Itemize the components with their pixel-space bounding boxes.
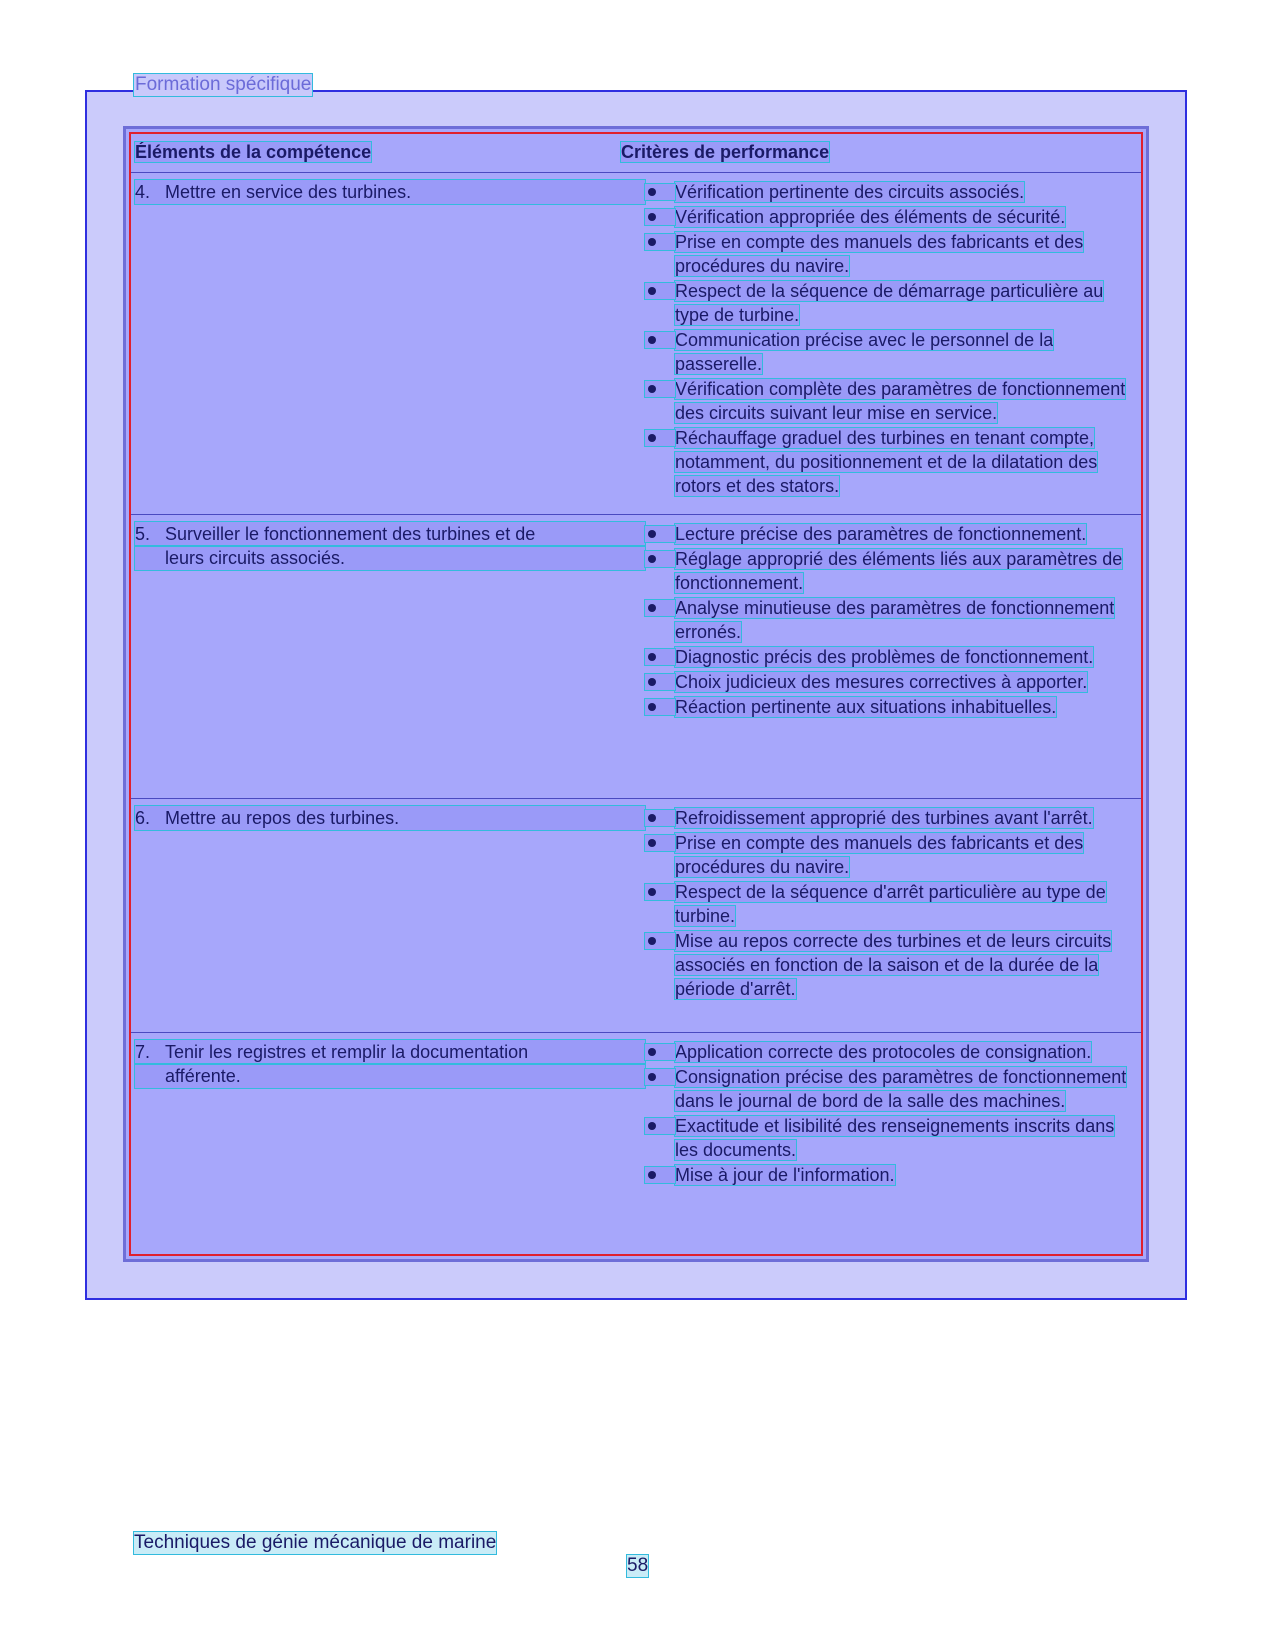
criterion-text: Prise en compte des manuels des fabricants et des procédures du navire. <box>675 833 1084 877</box>
criterion-text: Vérification appropriée des éléments de sécurité. <box>675 207 1066 227</box>
criterion-text: Mise à jour de l'information. <box>675 1165 895 1185</box>
bullet-icon <box>645 884 675 900</box>
bullet-icon <box>645 1044 675 1060</box>
table-row <box>131 172 1141 515</box>
criterion-text: Réglage approprié des éléments liés aux paramètres de fonctionnement. <box>675 549 1123 593</box>
criterion-text: Vérification complète des paramètres de fonctionnement des circuits suivant leur mise en service. <box>675 379 1126 423</box>
criterion-item <box>645 230 1135 278</box>
criteria-cell <box>645 1040 1135 1188</box>
element-number: 5. <box>135 524 151 544</box>
table-row <box>131 798 1141 1033</box>
page-number: 58 <box>627 1555 649 1576</box>
criterion-text: Choix judicieux des mesures correctives à apporter. <box>675 672 1088 692</box>
criterion-item <box>645 377 1135 425</box>
criterion-text: Refroidissement approprié des turbines avant l'arrêt. <box>675 808 1093 828</box>
criterion-item <box>645 1040 1135 1064</box>
table-row <box>131 514 1141 799</box>
bullet-icon <box>645 551 675 567</box>
bullet-icon <box>645 1118 675 1134</box>
criterion-text: Exactitude et lisibilité des renseignements inscrits dans les documents. <box>675 1116 1115 1160</box>
element-line1: Tenir les registres et remplir la documentation <box>165 1042 529 1062</box>
element-line2: afférente. <box>135 1064 645 1088</box>
element-line1: Surveiller le fonctionnement des turbines et de <box>165 524 536 544</box>
criterion-item <box>645 1065 1135 1113</box>
criterion-text: Communication précise avec le personnel de la passerelle. <box>675 330 1054 374</box>
bullet-icon <box>645 674 675 690</box>
criterion-item <box>645 831 1135 879</box>
header-elements: Éléments de la compétence <box>135 142 372 162</box>
table-row <box>131 1032 1141 1260</box>
element-text <box>135 180 645 204</box>
competence-table <box>123 126 1149 1262</box>
element-text <box>135 806 645 830</box>
criterion-text: Diagnostic précis des problèmes de fonctionnement. <box>675 647 1094 667</box>
criterion-text: Prise en compte des manuels des fabricants et des procédures du navire. <box>675 232 1084 276</box>
criterion-text: Consignation précise des paramètres de fonctionnement dans le journal de bord de la salle des machines. <box>675 1067 1127 1111</box>
bullet-icon <box>645 810 675 826</box>
bullet-icon <box>645 209 675 225</box>
criterion-text: Réaction pertinente aux situations inhabituelles. <box>675 697 1057 717</box>
criterion-item <box>645 929 1135 1001</box>
competence-table-inner <box>129 132 1143 1256</box>
element-text <box>135 522 645 546</box>
element-number: 7. <box>135 1042 151 1062</box>
criterion-item <box>645 279 1135 327</box>
element-cell <box>135 522 645 570</box>
criterion-text: Réchauffage graduel des turbines en tenant compte, notamment, du positionnement et de la dilatation des rotors et des stators. <box>675 428 1098 496</box>
criteria-cell <box>645 180 1135 499</box>
element-cell <box>135 180 645 204</box>
bullet-icon <box>645 526 675 542</box>
criterion-item <box>645 596 1135 644</box>
element-cell <box>135 1040 645 1088</box>
header-criteria: Critères de performance <box>621 142 830 162</box>
criterion-text: Lecture précise des paramètres de fonctionnement. <box>675 524 1087 544</box>
header-criteria-cell <box>621 140 1111 164</box>
element-number: 6. <box>135 808 151 828</box>
element-line1: Mettre au repos des turbines. <box>165 808 400 828</box>
criterion-text: Respect de la séquence d'arrêt particulière au type de turbine. <box>675 882 1106 926</box>
element-number: 4. <box>135 182 151 202</box>
bullet-icon <box>645 430 675 446</box>
bullet-icon <box>645 184 675 200</box>
bullet-icon <box>645 835 675 851</box>
section-label: Formation spécifique <box>135 74 312 95</box>
criterion-item <box>645 880 1135 928</box>
criterion-item <box>645 180 1135 204</box>
criterion-text: Respect de la séquence de démarrage particulière au type de turbine. <box>675 281 1104 325</box>
header-elements-cell <box>135 140 645 164</box>
criterion-item <box>645 645 1135 669</box>
bullet-icon <box>645 283 675 299</box>
criterion-text: Analyse minutieuse des paramètres de fonctionnement erronés. <box>675 598 1115 642</box>
bullet-icon <box>645 332 675 348</box>
bullet-icon <box>645 381 675 397</box>
element-cell <box>135 806 645 830</box>
criterion-item <box>645 522 1135 546</box>
bullet-icon <box>645 649 675 665</box>
bullet-icon <box>645 1069 675 1085</box>
criterion-item <box>645 328 1135 376</box>
criteria-cell <box>645 806 1135 1002</box>
bullet-icon <box>645 600 675 616</box>
footer-program-title: Techniques de génie mécanique de marine <box>134 1532 497 1553</box>
criteria-cell <box>645 522 1135 720</box>
criterion-text: Application correcte des protocoles de consignation. <box>675 1042 1092 1062</box>
criterion-text: Vérification pertinente des circuits associés. <box>675 182 1025 202</box>
criterion-item <box>645 205 1135 229</box>
criterion-item <box>645 670 1135 694</box>
criterion-item <box>645 806 1135 830</box>
criterion-item <box>645 1163 1135 1187</box>
criterion-item <box>645 695 1135 719</box>
criterion-item <box>645 1114 1135 1162</box>
bullet-icon <box>645 699 675 715</box>
bullet-icon <box>645 234 675 250</box>
table-header-row <box>131 134 1141 173</box>
criterion-text: Mise au repos correcte des turbines et de leurs circuits associés en fonction de la saison et de la durée de la période d'arrêt. <box>675 931 1112 999</box>
criterion-item <box>645 547 1135 595</box>
element-text <box>135 1040 645 1064</box>
element-line1: Mettre en service des turbines. <box>165 182 412 202</box>
element-line2: leurs circuits associés. <box>135 546 645 570</box>
bullet-icon <box>645 933 675 949</box>
bullet-icon <box>645 1167 675 1183</box>
criterion-item <box>645 426 1135 498</box>
